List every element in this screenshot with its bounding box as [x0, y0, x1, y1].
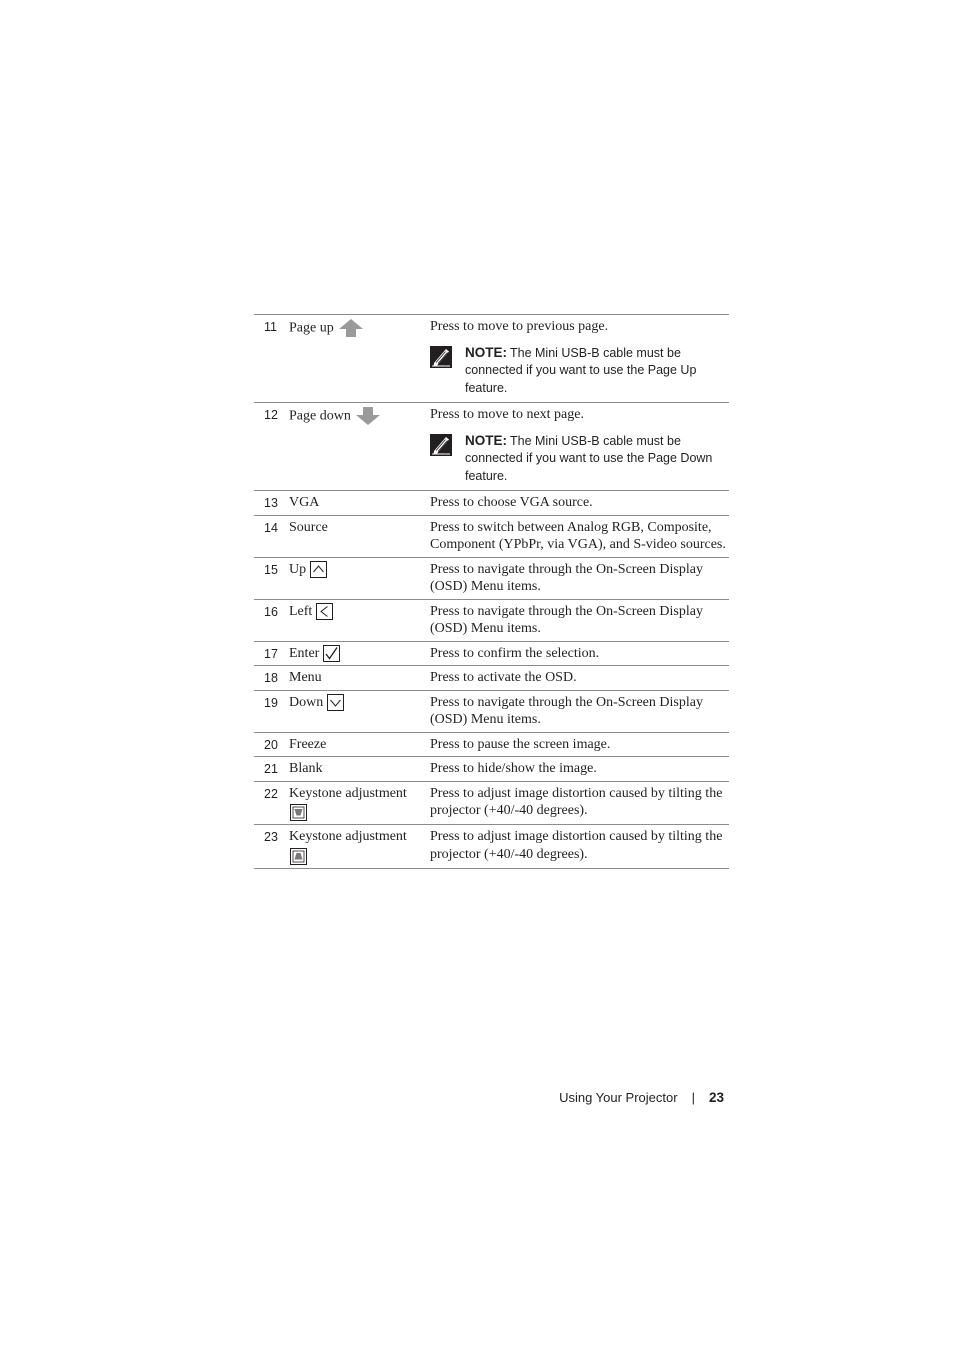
note-box: [430, 432, 729, 486]
description-text: Press to navigate through the On-Screen Display (OSD) Menu items.: [430, 561, 703, 595]
table-row: [254, 600, 729, 642]
button-name: Menu: [289, 670, 322, 686]
table-row: [254, 642, 729, 667]
description-cell: [430, 733, 729, 757]
button-name-cell: [289, 757, 430, 781]
button-name-cell: [289, 691, 430, 732]
row-number: 14: [264, 520, 278, 535]
button-name: Left: [289, 603, 313, 619]
button-name: Enter: [289, 645, 320, 661]
table-row: [254, 558, 729, 600]
description-text: Press to pause the screen image.: [430, 736, 611, 752]
button-name: Blank: [289, 761, 323, 777]
button-name: Page down: [289, 408, 351, 424]
down-button-icon: [327, 694, 344, 711]
button-name-cell: [289, 600, 430, 641]
description-text: Press to navigate through the On-Screen Display (OSD) Menu items.: [430, 694, 703, 728]
row-number: 20: [264, 737, 278, 752]
description-cell: [430, 403, 729, 490]
button-name-cell: [289, 825, 430, 868]
description-cell: [430, 825, 729, 868]
note-text: [465, 432, 729, 486]
button-name-cell: [289, 666, 430, 690]
left-button-icon: [316, 603, 333, 620]
button-name-cell: [289, 558, 430, 599]
enter-button-icon: [323, 645, 340, 662]
row-number: 19: [264, 695, 278, 710]
description-text: Press to move to next page.: [430, 407, 584, 422]
row-number: 11: [264, 320, 277, 334]
description-cell: [430, 516, 729, 557]
row-number: 18: [264, 671, 278, 686]
remote-buttons-table: [254, 314, 729, 869]
note-text: [465, 344, 729, 398]
row-number: 16: [264, 604, 278, 619]
button-name: VGA: [289, 495, 320, 511]
row-number: 22: [264, 786, 278, 801]
description-text: Press to switch between Analog RGB, Composite, Component (YPbPr, via VGA), and S-video sources.: [430, 519, 726, 553]
table-row: [254, 516, 729, 558]
row-number: 23: [264, 830, 278, 845]
footer-section-title: Using Your Projector: [559, 1090, 678, 1105]
keystone-down-icon: [290, 804, 430, 821]
description-cell: [430, 315, 729, 402]
description-text: Press to activate the OSD.: [430, 670, 577, 686]
description-cell: [430, 558, 729, 599]
description-text: Press to choose VGA source.: [430, 495, 593, 510]
description-cell: [430, 666, 729, 690]
button-name: Freeze: [289, 736, 327, 752]
button-name: Down: [289, 694, 324, 710]
description-text: Press to navigate through the On-Screen Display (OSD) Menu items.: [430, 603, 703, 637]
page-footer: [559, 1089, 724, 1107]
button-name-cell: [289, 782, 430, 825]
table-row: [254, 825, 729, 869]
row-number: 17: [264, 646, 278, 661]
page-number: 23: [708, 1090, 724, 1105]
note-label: NOTE:: [465, 432, 507, 448]
description-text: Press to adjust image distortion caused by tilting the projector (+40/-40 degrees).: [430, 829, 723, 862]
table-row: [254, 666, 729, 691]
note-box: [430, 344, 729, 398]
button-name: Up: [289, 561, 307, 577]
description-text: Press to move to previous page.: [430, 319, 609, 334]
button-name: Page up: [289, 320, 334, 336]
button-name-cell: [289, 642, 430, 666]
button-name-cell: [289, 733, 430, 757]
button-name-cell: [289, 491, 430, 515]
table-row: [254, 315, 729, 403]
note-pencil-icon: [430, 344, 465, 398]
description-cell: [430, 757, 729, 781]
table-row: [254, 403, 729, 491]
row-number: 13: [264, 496, 278, 510]
note-body: The Mini USB-B cable must be connected if you want to use the Page Down feature.: [465, 433, 713, 483]
table-row: [254, 733, 729, 758]
description-cell: [430, 642, 729, 666]
footer-separator: |: [691, 1090, 695, 1105]
row-number: 12: [264, 408, 278, 422]
table-row: [254, 691, 729, 733]
up-button-icon: [310, 561, 327, 578]
table-row: [254, 491, 729, 516]
row-number: 21: [264, 762, 278, 777]
keystone-up-icon: [290, 848, 430, 865]
page-down-arrow-icon: [355, 406, 381, 426]
button-name: Source: [289, 519, 328, 535]
page-up-arrow-icon: [338, 318, 364, 338]
description-text: Press to confirm the selection.: [430, 645, 600, 661]
note-label: NOTE:: [465, 344, 507, 360]
note-pencil-icon: [430, 432, 465, 486]
button-name: Keystone adjustment: [289, 785, 407, 801]
description-cell: [430, 491, 729, 515]
button-name: Keystone adjustment: [289, 829, 407, 845]
description-text: Press to hide/show the image.: [430, 761, 597, 777]
table-row: [254, 757, 729, 782]
note-body: The Mini USB-B cable must be connected if you want to use the Page Up feature.: [465, 345, 697, 395]
description-cell: [430, 691, 729, 732]
table-row: [254, 782, 729, 826]
description-cell: [430, 600, 729, 641]
button-name-cell: [289, 403, 430, 490]
row-number: 15: [264, 562, 278, 577]
button-name-cell: [289, 315, 430, 402]
description-cell: [430, 782, 729, 825]
description-text: Press to adjust image distortion caused by tilting the projector (+40/-40 degrees).: [430, 785, 723, 819]
button-name-cell: [289, 516, 430, 557]
